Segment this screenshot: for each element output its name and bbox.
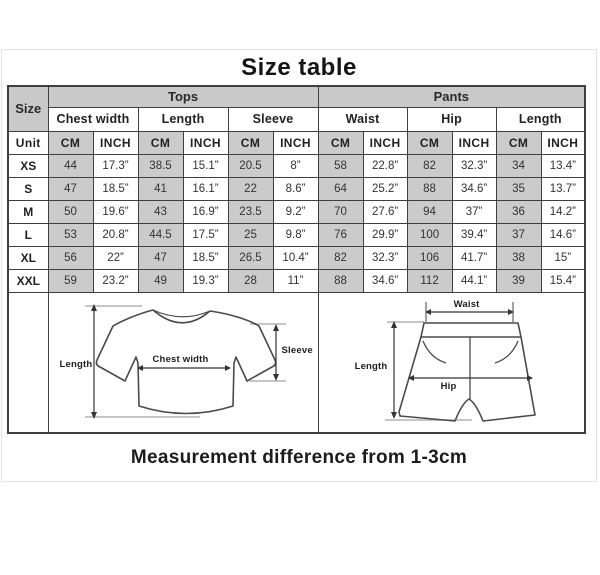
diagram-empty-cell [8, 292, 48, 433]
table-row [8, 223, 585, 246]
inch-value-cell: 13.7” [541, 177, 585, 200]
size-cell: XXL [8, 269, 48, 292]
cm-header: CM [138, 131, 183, 154]
inch-value-cell: 18.5” [93, 177, 138, 200]
cm-value-cell: 112 [407, 269, 452, 292]
size-cell: XS [8, 154, 48, 177]
inch-value-cell: 19.6” [93, 200, 138, 223]
table-row [8, 177, 585, 200]
shorts-waist-label: Waist [453, 298, 480, 310]
page-title: Size table [241, 54, 357, 81]
shorts-hip-label: Hip [440, 380, 457, 392]
inch-value-cell: 19.3” [183, 269, 228, 292]
inch-value-cell: 15.4” [541, 269, 585, 292]
inch-value-cell: 22.8” [363, 154, 407, 177]
cm-value-cell: 53 [48, 223, 93, 246]
cm-value-cell: 38 [496, 246, 541, 269]
inch-value-cell: 34.6” [363, 269, 407, 292]
cm-value-cell: 26.5 [228, 246, 273, 269]
cm-value-cell: 47 [138, 246, 183, 269]
cm-value-cell: 82 [407, 154, 452, 177]
cm-value-cell: 82 [318, 246, 363, 269]
cm-value-cell: 64 [318, 177, 363, 200]
cm-value-cell: 56 [48, 246, 93, 269]
cm-value-cell: 39 [496, 269, 541, 292]
tops-length-header: Length [138, 107, 228, 131]
table-row [8, 200, 585, 223]
cm-value-cell: 106 [407, 246, 452, 269]
inch-value-cell: 11” [273, 269, 318, 292]
inch-value-cell: 15.1” [183, 154, 228, 177]
inch-value-cell: 13.4” [541, 154, 585, 177]
unit-header-row [8, 131, 585, 154]
cm-value-cell: 28 [228, 269, 273, 292]
inch-value-cell: 8.6” [273, 177, 318, 200]
cm-value-cell: 49 [138, 269, 183, 292]
waist-header: Waist [318, 107, 407, 131]
inch-header: INCH [363, 131, 407, 154]
table-row [8, 269, 585, 292]
inch-value-cell: 17.5” [183, 223, 228, 246]
cm-value-cell: 70 [318, 200, 363, 223]
cm-header: CM [496, 131, 541, 154]
cm-value-cell: 59 [48, 269, 93, 292]
cm-value-cell: 47 [48, 177, 93, 200]
inch-value-cell: 15” [541, 246, 585, 269]
size-cell: S [8, 177, 48, 200]
size-table [7, 85, 586, 434]
shorts-length-label: Length [354, 360, 388, 372]
group-header-row [8, 86, 585, 107]
inch-value-cell: 14.2” [541, 200, 585, 223]
size-cell: XL [8, 246, 48, 269]
table-row [8, 154, 585, 177]
tops-group-header: Tops [48, 86, 318, 107]
shorts-diagram [318, 292, 585, 433]
shirt-chest-label: Chest width [152, 353, 209, 365]
cm-value-cell: 35 [496, 177, 541, 200]
cm-header: CM [407, 131, 452, 154]
inch-header: INCH [183, 131, 228, 154]
tshirt-diagram [48, 292, 318, 433]
cm-header: CM [228, 131, 273, 154]
cm-header: CM [318, 131, 363, 154]
inch-value-cell: 25.2” [363, 177, 407, 200]
inch-value-cell: 39.4” [452, 223, 496, 246]
inch-value-cell: 27.6” [363, 200, 407, 223]
inch-value-cell: 44.1” [452, 269, 496, 292]
cm-value-cell: 100 [407, 223, 452, 246]
inch-value-cell: 16.1” [183, 177, 228, 200]
cm-value-cell: 44 [48, 154, 93, 177]
inch-value-cell: 32.3” [452, 154, 496, 177]
size-cell: M [8, 200, 48, 223]
inch-value-cell: 14.6” [541, 223, 585, 246]
cm-value-cell: 20.5 [228, 154, 273, 177]
inch-header: INCH [93, 131, 138, 154]
shirt-sleeve-label: Sleeve [281, 344, 313, 356]
sleeve-header: Sleeve [228, 107, 318, 131]
size-corner-header: Size [8, 86, 48, 131]
inch-value-cell: 16.9” [183, 200, 228, 223]
size-cell: L [8, 223, 48, 246]
inch-header: INCH [541, 131, 585, 154]
inch-value-cell: 34.6” [452, 177, 496, 200]
measurement-note: Measurement difference from 1-3cm [130, 447, 468, 468]
inch-value-cell: 18.5” [183, 246, 228, 269]
inch-value-cell: 8” [273, 154, 318, 177]
inch-value-cell: 29.9” [363, 223, 407, 246]
cm-value-cell: 58 [318, 154, 363, 177]
inch-header: INCH [452, 131, 496, 154]
inch-value-cell: 41.7” [452, 246, 496, 269]
cm-value-cell: 43 [138, 200, 183, 223]
pants-length-header: Length [496, 107, 585, 131]
cm-value-cell: 37 [496, 223, 541, 246]
inch-value-cell: 23.2” [93, 269, 138, 292]
cm-header: CM [48, 131, 93, 154]
cm-value-cell: 88 [407, 177, 452, 200]
inch-value-cell: 32.3” [363, 246, 407, 269]
unit-label: Unit [8, 131, 48, 154]
cm-value-cell: 41 [138, 177, 183, 200]
inch-value-cell: 9.2” [273, 200, 318, 223]
cm-value-cell: 44.5 [138, 223, 183, 246]
size-chart-card [1, 49, 597, 482]
hip-header: Hip [407, 107, 496, 131]
cm-value-cell: 23.5 [228, 200, 273, 223]
cm-value-cell: 34 [496, 154, 541, 177]
inch-value-cell: 9.8” [273, 223, 318, 246]
size-table-body [8, 154, 585, 292]
cm-value-cell: 22 [228, 177, 273, 200]
chest-width-header: Chest width [48, 107, 138, 131]
measure-header-row [8, 107, 585, 131]
table-row [8, 246, 585, 269]
cm-value-cell: 25 [228, 223, 273, 246]
inch-value-cell: 10.4” [273, 246, 318, 269]
shirt-length-label: Length [59, 358, 93, 370]
cm-value-cell: 88 [318, 269, 363, 292]
inch-value-cell: 22” [93, 246, 138, 269]
cm-value-cell: 50 [48, 200, 93, 223]
inch-value-cell: 37” [452, 200, 496, 223]
cm-value-cell: 38.5 [138, 154, 183, 177]
inch-value-cell: 17.3” [93, 154, 138, 177]
diagram-row [8, 292, 585, 433]
inch-header: INCH [273, 131, 318, 154]
cm-value-cell: 76 [318, 223, 363, 246]
cm-value-cell: 94 [407, 200, 452, 223]
inch-value-cell: 20.8” [93, 223, 138, 246]
pants-group-header: Pants [318, 86, 585, 107]
cm-value-cell: 36 [496, 200, 541, 223]
